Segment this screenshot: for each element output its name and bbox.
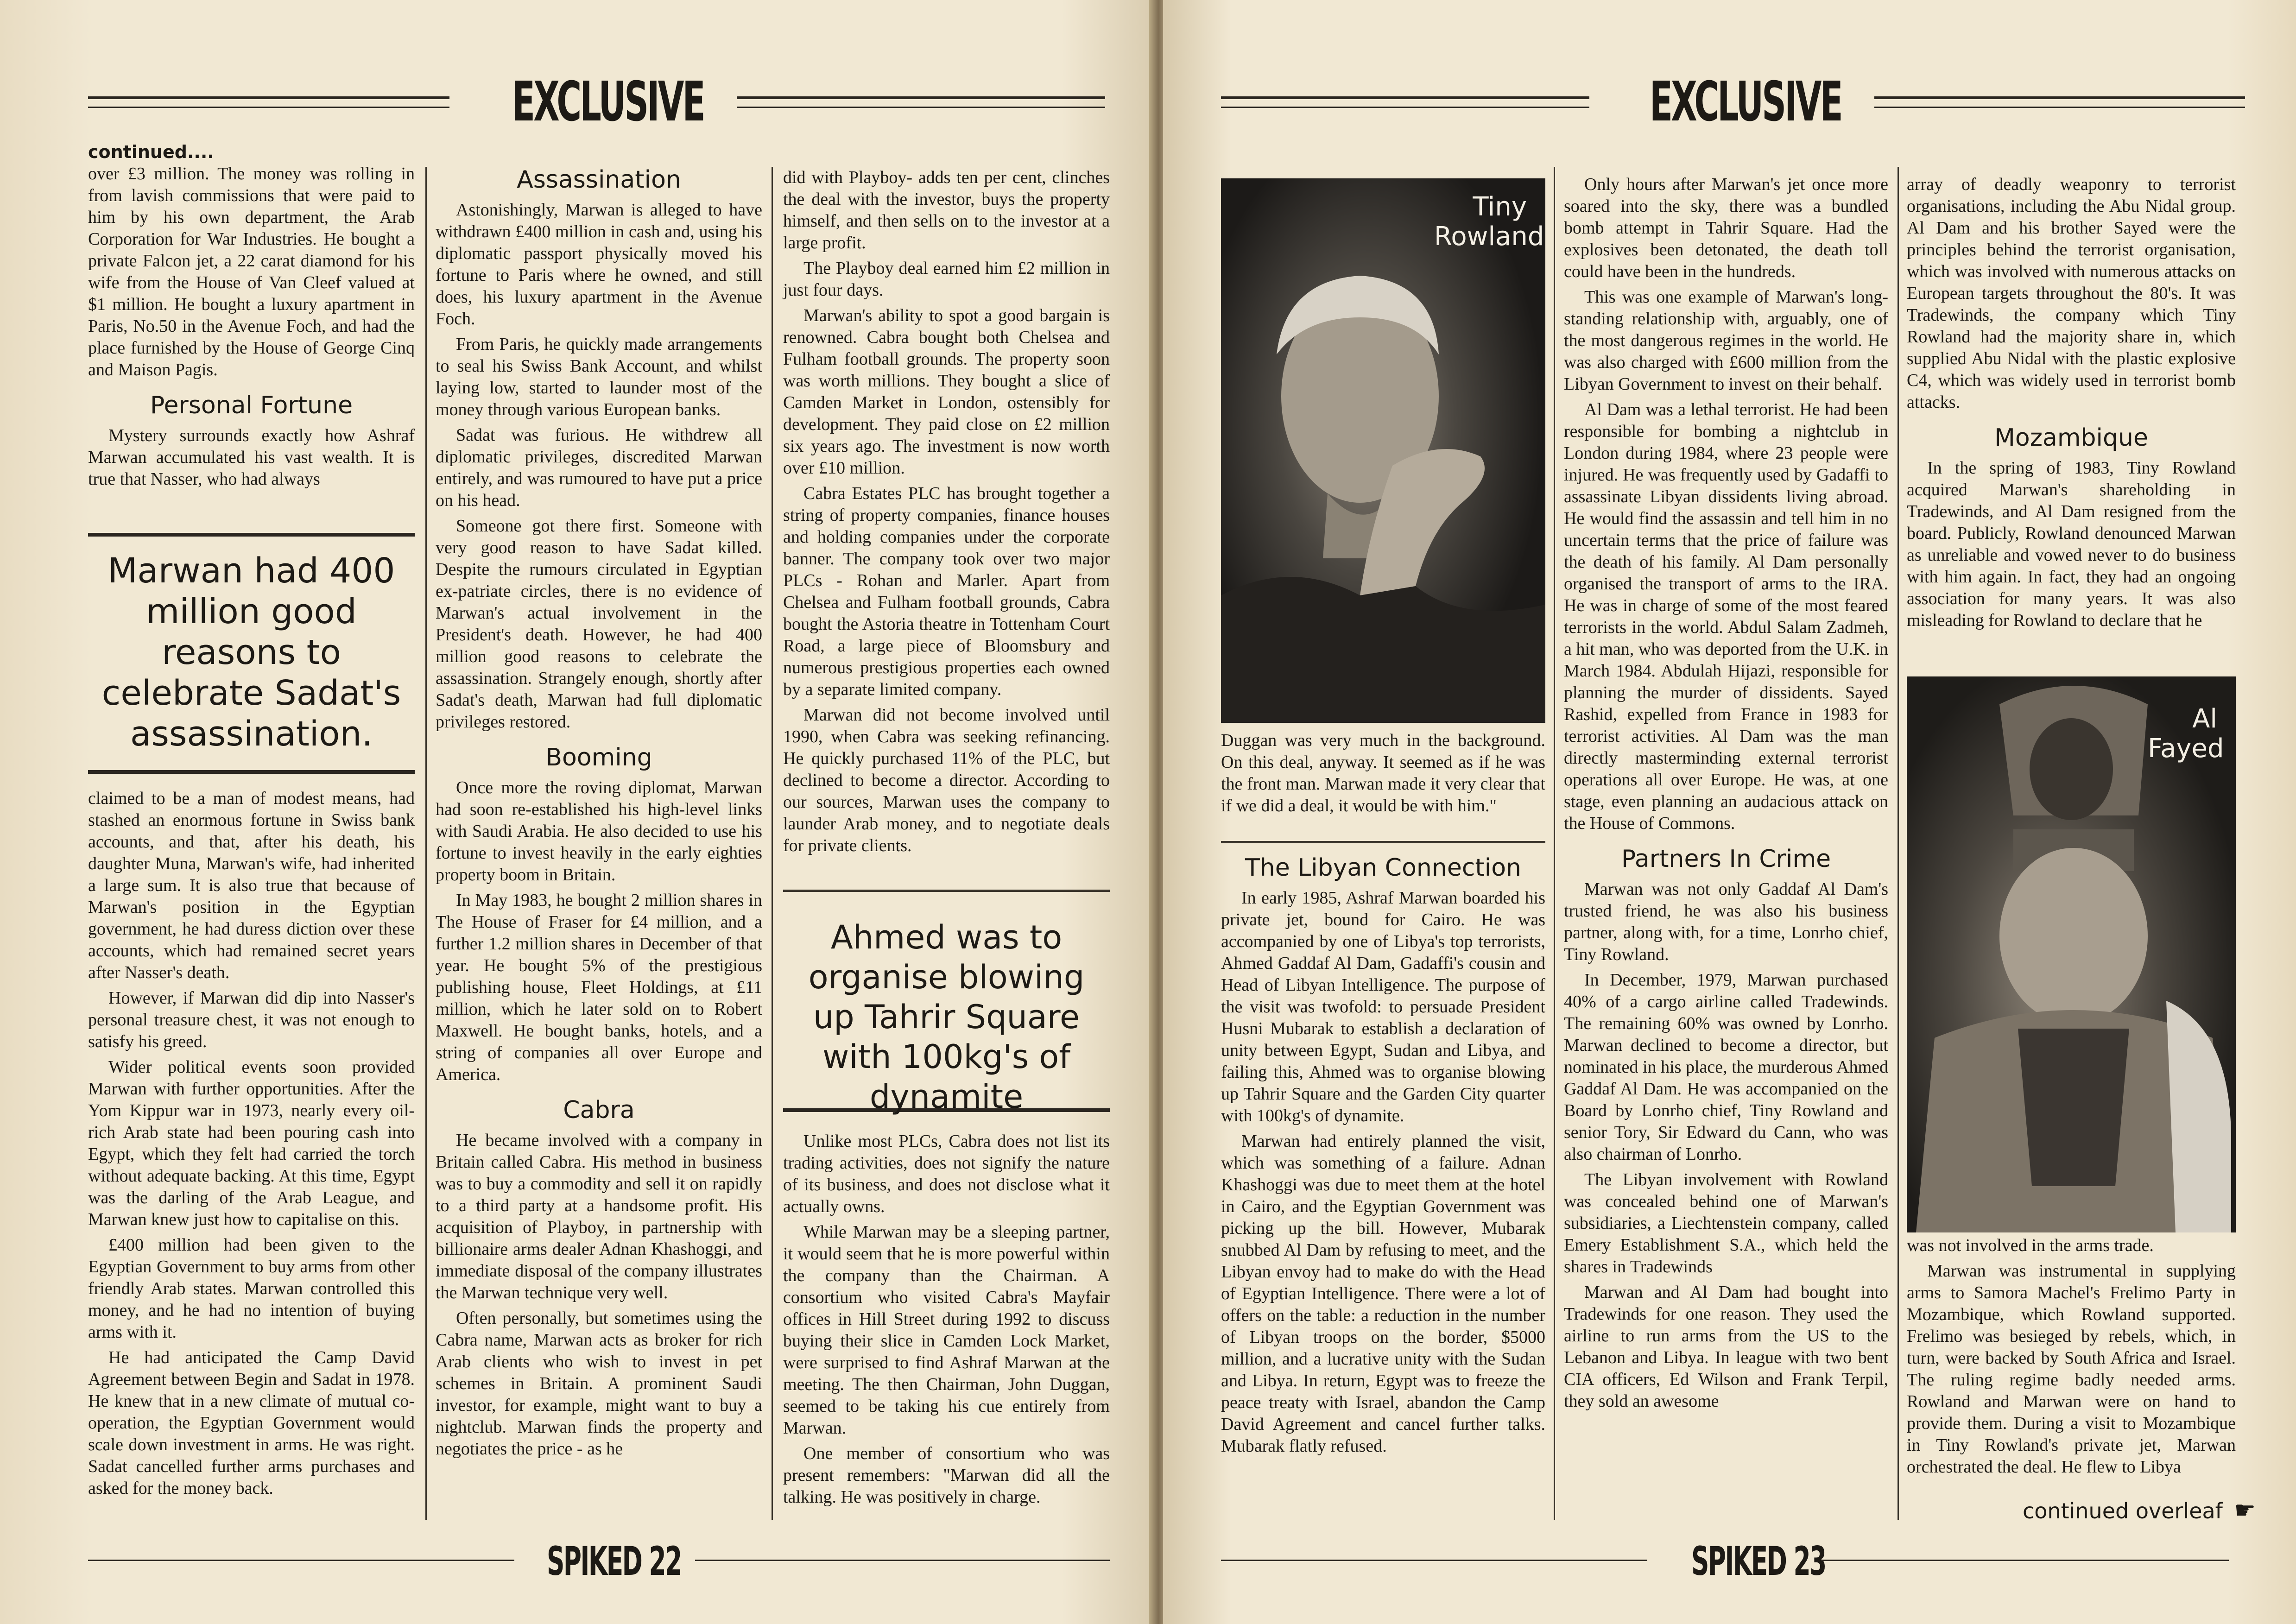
section-rule bbox=[1221, 841, 1545, 843]
paragraph: Marwan and Al Dam had bought into Tradewinds for one reason. They used the airline to run arms from the US to the Lebanon and Libya. In league with two bent CIA officers, Ed Wilson and Frank Terpil, they sold an awesome bbox=[1564, 1283, 1888, 1411]
paragraph: In December, 1979, Marwan purchased 40% of a cargo airline called Tradewinds. The remaining 60% was owned by Lonrho. Marwan declined to become a director, but nominated in his place, the murderous Ahmed Gaddaf Al Dam. He was accompanied on the Board by Lonrho chief, Tiny Rowland and senior Tory, Sir Edward du Cann, who was also chairman of Lonrho. bbox=[1564, 970, 1888, 1164]
paragraph: over £3 million. The money was rolling in from lavish commissions that were paid to him by his own department, the Arab Corporation for War Industries. He bought a private Falcon jet, a 22 carat diamond for his wife from the House of Van Cleef valued at $1 million. He bought a luxury apartment in Paris, No.50 in the Avenue Foch, and had the place furnished by the House of George Cinq and Maison Pagis. bbox=[88, 164, 415, 379]
footer-rule bbox=[1221, 1560, 1647, 1561]
header-rule-left-a bbox=[88, 96, 449, 108]
paragraph: In early 1985, Ashraf Marwan boarded his private jet, bound for Cairo. He was accompanied by one of Libya's top terrorists, Ahmed Gaddaf Al Dam, Gadaffi's cousin and Head of Libyan Intelligence. The purpose of the visit was twofold: to persuade President Husni Mubarak to establish a declaration of unity between Egypt, Sudan and Libya, and failing this, Ahmed was to organise blowing up Tahrir Square and the Garden City quarter with 100kg's of dynamite. bbox=[1221, 888, 1545, 1125]
paragraph: claimed to be a man of modest means, had stashed an enormous fortune in Swiss bank accounts, and that, after his death, his daughter Muna, Marwan's wife, had inherited a large sum. It is also true that because of Marwan's position in the Egyptian government, he had duress diction over these accounts, which had remained secret years after Nasser's death. bbox=[88, 789, 415, 982]
header-left bbox=[0, 70, 1154, 134]
paragraph: The Libyan involvement with Rowland was concealed behind one of Marwan's subsidiaries, a Liechtenstein company, called Emery Establishment S.A., which held the shares in Tradewinds bbox=[1564, 1170, 1888, 1276]
paragraph: Marwan's ability to spot a good bargain is renowned. Cabra bought both Chelsea and Fulham football grounds. The property soon was worth millions. They bought a slice of Camden Market in London, ostensibly for development. They paid close on £2 million six years ago. The investment is now worth over £10 million. bbox=[783, 306, 1110, 478]
subheading-cabra: Cabra bbox=[563, 1096, 635, 1124]
footer-rule bbox=[695, 1560, 1110, 1561]
continued-overleaf-label bbox=[2023, 1497, 2256, 1524]
right-column-3 bbox=[1907, 174, 2236, 635]
paragraph: £400 million had been given to the Egyptian Government to buy arms from other friendly Arab states. Marwan controlled this money, and he had no intention of buying arms with it. bbox=[88, 1235, 415, 1342]
right-column-1 bbox=[1221, 853, 1545, 1461]
photo-caption: Duggan was very much in the background. On this deal, anyway. It seemed as if he was the front man. Marwan made it very clear that if we did a deal, it would be with him." bbox=[1221, 731, 1545, 815]
paragraph: From Paris, he quickly made arrangements to seal his Swiss Bank Account, and whilst laying low, started to launder most of the money through various European banks. bbox=[436, 335, 762, 419]
footer-rule bbox=[1821, 1560, 2229, 1561]
photo-label-al-fayed: Al Fayed bbox=[2148, 704, 2224, 764]
paragraph: Wider political events soon provided Marwan with further opportunities. After the Yom Kippur war in 1973, nearly every oil-rich Arab state had been pouring cash into Egypt, which they felt had carried the torch without adequate backing. At this time, Egypt was the darling of the Arab League, and Marwan knew just how to capitalise on this. bbox=[88, 1057, 415, 1229]
left-column-2 bbox=[436, 160, 762, 1464]
paragraph: One member of consortium who was present remembers: "Marwan did all the talking. He was positively in charge. bbox=[783, 1444, 1110, 1507]
paragraph: In May 1983, he bought 2 million shares in The House of Fraser for £4 million, and a further 1.2 million shares in December of that year. He bought 5% of the prestigious publishing house, Fleet Holdings, at £11 million, which he later sold on to Robert Maxwell. He bought banks, hotels, and a string of companies all over Europe and America. bbox=[436, 891, 762, 1084]
right-column-2 bbox=[1564, 174, 1888, 1416]
left-column-1 bbox=[88, 141, 415, 494]
header-title-left: EXCLUSIVE bbox=[512, 70, 704, 133]
column-divider bbox=[772, 167, 773, 1520]
photo-label-tiny-rowland: Tiny Rowland bbox=[1434, 192, 1544, 252]
paragraph: Marwan was not only Gaddaf Al Dam's trusted friend, he was also his business partner, along with, for a time, Lonrho chief, Tiny Rowland. bbox=[1564, 879, 1888, 964]
paragraph: Someone got there first. Someone with very good reason to have Sadat killed. Despite the rumours circulated in Egyptian ex-patriate circles, there is no evidence of Marwan's actual involvement in the President's death. However, he had 400 million good reasons to celebrate the assassination. Strangely enough, shortly after Sadat's death, Marwan had full diplomatic privileges restored. bbox=[436, 516, 762, 732]
paragraph: was not involved in the arms trade. bbox=[1907, 1236, 2154, 1255]
page-right bbox=[1163, 0, 2296, 1624]
subheading-booming: Booming bbox=[545, 744, 652, 771]
paragraph: Astonishingly, Marwan is alleged to have withdrawn £400 million in cash and, using his diplomatic passport physically moved his fortune to Paris where he owned, and still does, his luxury apartment in the Avenue Foch. bbox=[436, 200, 762, 329]
photo-tiny-rowland bbox=[1221, 178, 1545, 723]
subheading-mozambique: Mozambique bbox=[1994, 424, 2148, 452]
continued-label: continued.... bbox=[88, 142, 214, 162]
paragraph: Al Dam was a lethal terrorist. He had been responsible for bombing a nightclub in London during 1984, where 23 people were injured. He was frequently used by Gadaffi to assassinate Libyan dissidents living abroad. He would find the assassin and tell him in no uncertain terms that the price of failure was the death of his family. Al Dam personally organised the transport of arms to the IRA. He was in charge of some of the most feared terrorists in the world. Abdul Salam Zadmeh, a hit man, who was deported from the U.K. in March 1984. Abdulah Hijazi, responsible for planning the murder of dissidents. Sayed Rashid, expelled from France in 1983 for terrorist activities. Al Dam was the man directly masterminding external terrorist operations all over Europe. He was, at one stage, even planning an audacious attack on the House of Commons. bbox=[1564, 400, 1888, 833]
right-column-3-continued bbox=[1907, 1235, 2236, 1482]
paragraph: This was one example of Marwan's long-standing relationship with, arguably, one of the most dangerous regimes in the world. He was also charged with £600 million from the Libyan Government to invest on their behalf. bbox=[1564, 287, 1888, 394]
paragraph: Unlike most PLCs, Cabra does not list its trading activities, does not signify the nature of its business, and does not disclose what it actually owns. bbox=[783, 1131, 1110, 1216]
paragraph: He became involved with a company in Britain called Cabra. His method in business was to buy a commodity and sell it on rapidly to a third party at a handsome profit. His acquisition of Playboy, in partnership with billionaire arms dealer Adnan Khashoggi, and immediate disposal of the company illustrates the Marwan technique very well. bbox=[436, 1131, 762, 1302]
section-rule bbox=[783, 890, 1110, 892]
paragraph: The Playboy deal earned him £2 million in just four days. bbox=[783, 259, 1110, 300]
pull-quote-left-2: Ahmed was to organise blowing up Tahrir Square with 100kg's of dynamite bbox=[783, 904, 1110, 1112]
paragraph: array of deadly weaponry to terrorist organisations, including the Abu Nidal group. Al Dam and his brother Sayed were the principles behind the terrorist organisation, which was involved with numerous attacks on European targets throughout the 80's. It was Tradewinds, the company which Tiny Rowland had the majority share in, which supplied Abu Nidal with the plastic explosive C4, which was widely used in terrorist bomb attacks. bbox=[1907, 175, 2236, 412]
header-rule-right-a bbox=[1221, 96, 1589, 108]
left-column-3-continued bbox=[783, 1131, 1110, 1512]
paragraph: He had anticipated the Camp David Agreement between Begin and Sadat in 1978. He knew that in a new climate of mutual co-operation, the Egyptian Government would scale down investment in arms. He was right. Sadat cancelled further arms purchases and asked for the money back. bbox=[88, 1348, 415, 1498]
paragraph: Only hours after Marwan's jet once more soared into the sky, there was a bundled bomb attempt in Tahrir Square. Had the explosives been detonated, the death toll could have been in the hundreds. bbox=[1564, 175, 1888, 281]
header-title-right: EXCLUSIVE bbox=[1650, 70, 1841, 133]
page-number-right: SPIKED 23 bbox=[1691, 1538, 1826, 1585]
paragraph: In the spring of 1983, Tiny Rowland acquired Marwan's shareholding in Tradewinds, and Al Dam resigned from the board. Publicly, Rowland denounced Marwan as unreliable and vowed never to do business with him again. In fact, they had an ongoing association for many years. It was also misleading for Rowland to declare that he bbox=[1907, 458, 2236, 630]
subheading-libyan-connection: The Libyan Connection bbox=[1245, 854, 1522, 882]
paragraph: Marwan did not become involved until 1990, when Cabra was seeking refinancing. He quickly purchased 11% of the PLC, but declined to become a director. According to our sources, Marwan uses the company to launder Arab money, and to negotiate deals for private clients. bbox=[783, 705, 1110, 855]
portrait-illustration bbox=[1221, 178, 1545, 723]
left-column-3 bbox=[783, 167, 1110, 860]
paragraph: However, if Marwan did dip into Nasser's personal treasure chest, it was not enough to satisfy his greed. bbox=[88, 988, 415, 1051]
column-divider bbox=[425, 167, 427, 1520]
paragraph: Marwan was instrumental in supplying arms to Samora Machel's Frelimo Party in Mozambique, which Rowland supported. Frelimo was besieged by rebels, which, in turn, were backed by South Africa and Israel. The ruling regime badly needed arms. Rowland and Marwan were on hand to provide them. During a visit to Mozambique in Tiny Rowland's private jet, Marwan orchestrated the deal. He flew to Libya bbox=[1907, 1261, 2236, 1477]
paragraph: Sadat was furious. He withdrew all diplomatic privileges, discredited Marwan entirely, and was rumoured to have put a price on his head. bbox=[436, 425, 762, 510]
footer-right bbox=[1163, 1538, 2296, 1585]
paragraph: Often personally, but sometimes using the Cabra name, Marwan acts as broker for rich Arab clients who wish to invest in pet schemes in Britain. A prominent Saudi investor, for example, might want to buy a nightclub. Marwan finds the property and negotiates the price - as he bbox=[436, 1308, 762, 1459]
footer-left bbox=[0, 1538, 1154, 1585]
paragraph: Cabra Estates PLC has brought together a string of property companies, finance houses and holding companies under the corporate banner. The company took over two major PLCs - Rohan and Marler. Apart from Chelsea and Fulham football grounds, Cabra bought the Astoria theatre in Tottenham Court Road, a large piece of Bloomsbury and numerous prestigious properties each owned by a separate limited company. bbox=[783, 484, 1110, 699]
pull-quote-left: Marwan had 400 million good reasons to celebrate Sadat's assassination. bbox=[88, 533, 415, 774]
subheading-assassination: Assassination bbox=[517, 166, 681, 194]
column-divider bbox=[1898, 167, 1899, 1520]
paragraph: Marwan had entirely planned the visit, which was something of a failure. Adnan Khashoggi was due to meet them at the hotel in Cairo, and the Egyptian Government was picking up the bill. However, Mubarak snubbed Al Dam by refusing to meet, and the Libyan envoy had to make do with the Head of Egyptian Intelligence. There were a lot of offers on the table: a reduction in the number of Libyan troops on the border, $5000 million, and a lucrative unity with the Sudan and Libya. In return, Egypt was to freeze the peace treaty with Israel, abandon the Camp David Agreement and cancel further talks. Mubarak flatly refused. bbox=[1221, 1131, 1545, 1456]
continued-overleaf-text: continued overleaf bbox=[2023, 1498, 2223, 1523]
photo-al-fayed bbox=[1907, 676, 2236, 1232]
paragraph: Once more the roving diplomat, Marwan had soon re-established his high-level links with Saudi Arabia. He also decided to use his fortune to invest heavily in the early eighties property boom in Britain. bbox=[436, 778, 762, 885]
header-rule-left-b bbox=[737, 96, 1105, 108]
left-column-1-continued bbox=[88, 788, 415, 1503]
paragraph: did with Playboy- adds ten per cent, clinches the deal with the investor, buys the property himself, and then sells on to the investor at a large profit. bbox=[783, 168, 1110, 253]
column-divider bbox=[1554, 167, 1555, 1520]
paragraph: While Marwan may be a sleeping partner, it would seem that he is more powerful within the company than the Chairman. A consortium who visited Cabra's Mayfair offices in Hill Street during 1992 to discuss buying their slice in Camden Lock Market, were surprised to find Ashraf Marwan at the meeting. The then Chairman, John Duggan, seemed to be taking his cue entirely from Marwan. bbox=[783, 1222, 1110, 1438]
footer-rule bbox=[88, 1560, 514, 1561]
paragraph: Mystery surrounds exactly how Ashraf Marwan accumulated his vast wealth. It is true that Nasser, who had always bbox=[88, 426, 415, 489]
pointing-hand-icon: ☛ bbox=[2234, 1497, 2256, 1524]
subheading-personal-fortune: Personal Fortune bbox=[150, 392, 353, 419]
header-right bbox=[1163, 70, 2296, 134]
header-rule-right-b bbox=[1874, 96, 2245, 108]
subheading-partners-in-crime: Partners In Crime bbox=[1621, 845, 1831, 873]
page-number-left: SPIKED 22 bbox=[547, 1538, 681, 1585]
